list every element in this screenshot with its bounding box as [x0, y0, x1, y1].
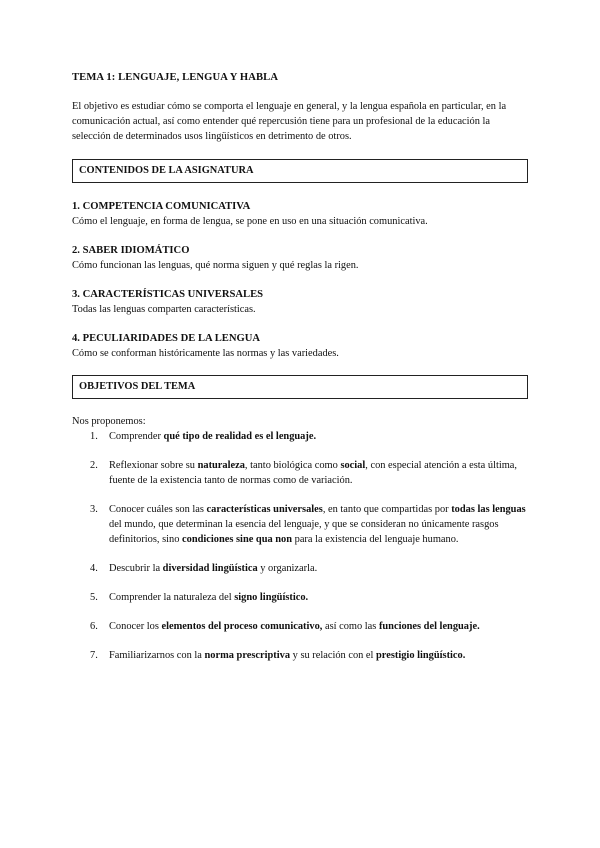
objetivos-lead: Nos proponemos: — [72, 416, 146, 427]
objetivo-item: 2. Reflexionar sobre su naturaleza, tanto biológica como social, con especial atención a esta última, fuente de la existencia tanto de normas como de variación. — [90, 460, 518, 486]
contenido-heading: 2. SABER IDIOMÁTICO — [72, 245, 190, 256]
objetivo-number: 2. — [90, 460, 98, 471]
objetivo-item: 6. Conocer los elementos del proceso comunicativo, así como las funciones del lenguaje. — [90, 621, 480, 632]
objetivo-item: 5. Comprender la naturaleza del signo lingüístico. — [90, 592, 309, 603]
contenido-heading: 4. PECULIARIDADES DE LA LENGUA — [72, 333, 261, 344]
contenido-section — [72, 243, 528, 273]
contenidos-box: CONTENIDOS DE LA ASIGNATURA — [72, 159, 528, 183]
contenido-text: Cómo funcionan las lenguas, qué norma siguen y qué reglas la rigen. — [72, 260, 359, 271]
objetivo-item: 7. Familiarizarnos con la norma prescriptiva y su relación con el prestigio lingüístico. — [90, 650, 466, 661]
intro-paragraph: El objetivo es estudiar cómo se comporta el lenguaje en general, y la lengua española en particular, en la comunicación actual, así como entender qué repercusión tiene para un profesional de la educación la selección de determinados usos lingüísticos en detrimento de otros. — [72, 101, 507, 142]
objetivo-number: 4. — [90, 563, 98, 574]
objetivo-number: 1. — [90, 431, 98, 442]
contenido-section — [72, 331, 528, 361]
objetivos-box: OBJETIVOS DEL TEMA — [72, 375, 528, 399]
contenido-heading: 1. COMPETENCIA COMUNICATIVA — [72, 201, 251, 212]
objetivo-number: 3. — [90, 504, 98, 515]
objetivo-number: 5. — [90, 592, 98, 603]
contenido-text: Cómo se conforman históricamente las normas y las variedades. — [72, 348, 339, 359]
contenido-text: Todas las lenguas comparten características. — [72, 304, 256, 315]
contenido-section — [72, 199, 528, 229]
objetivo-number: 6. — [90, 621, 98, 632]
contenido-heading: 3. CARACTERÍSTICAS UNIVERSALES — [72, 289, 264, 300]
document-page — [72, 70, 528, 677]
objetivo-item: 4. Descubrir la diversidad lingüística y organizarla. — [90, 563, 318, 574]
objetivos-list — [72, 429, 528, 663]
page-title: TEMA 1: LENGUAJE, LENGUA Y HABLA — [72, 72, 279, 83]
objetivo-item: 1. Comprender qué tipo de realidad es el lenguaje. — [90, 431, 317, 442]
contenido-text: Cómo el lenguaje, en forma de lengua, se pone en uso en una situación comunicativa. — [72, 216, 428, 227]
objetivo-number: 7. — [90, 650, 98, 661]
contenido-section — [72, 287, 528, 317]
objetivo-item: 3. Conocer cuáles son las características universales, en tanto que compartidas por todas las lenguas del mundo, que determinan la esencia del lenguaje, y que se consideran no únicamente rasgos definitorios, sino condiciones sine qua non para la existencia del lenguaje humano. — [90, 504, 526, 545]
